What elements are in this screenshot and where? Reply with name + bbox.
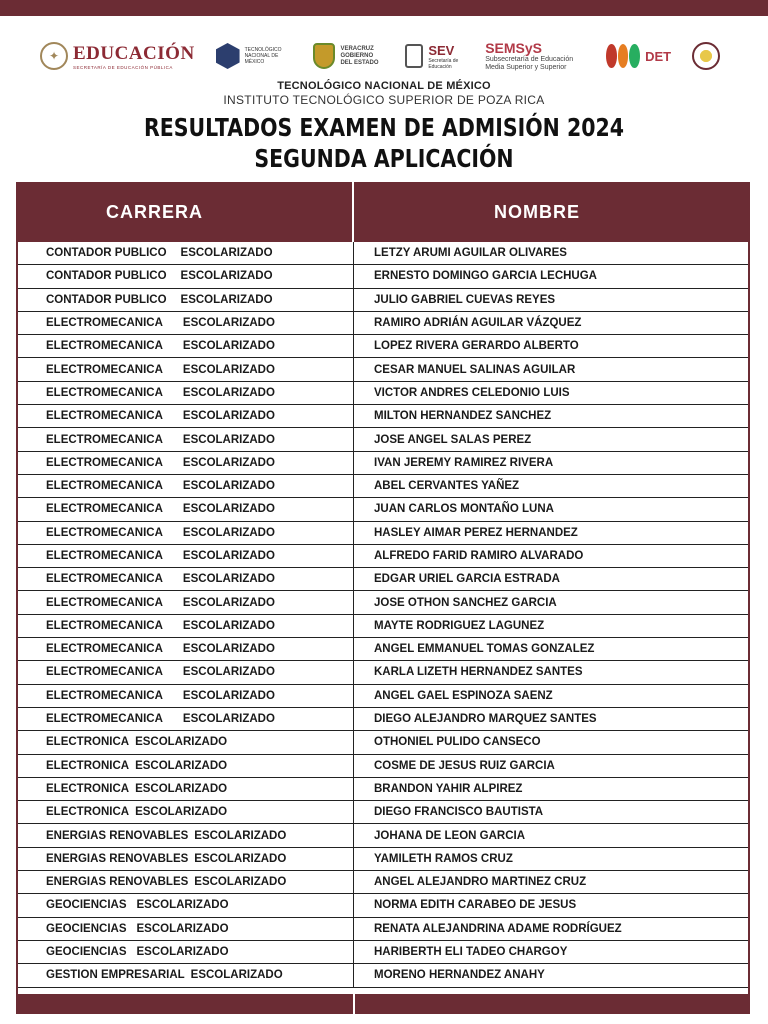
nombre-cell: HASLEY AIMAR PEREZ HERNANDEZ — [374, 526, 578, 539]
career-name: ELECTROMECANICA — [46, 596, 163, 609]
study-mode: ESCOLARIZADO — [135, 806, 228, 819]
table-row — [16, 941, 750, 964]
carrera-cell — [16, 289, 354, 311]
carrera-cell — [16, 591, 354, 613]
career-name: CONTADOR PUBLICO — [46, 270, 167, 283]
table-row — [16, 452, 750, 475]
nombre-cell: OTHONIEL PULIDO CANSECO — [374, 736, 541, 749]
nombre-cell: ABEL CERVANTES YAÑEZ — [374, 480, 520, 493]
nombre-cell: ANGEL ALEJANDRO MARTINEZ CRUZ — [374, 876, 587, 889]
study-mode: ESCOLARIZADO — [182, 526, 275, 539]
table-row — [16, 405, 750, 428]
career-name: ELECTROMECANICA — [46, 340, 163, 353]
tecnm-logo — [216, 43, 293, 69]
table-row — [16, 615, 750, 638]
career-name: ELECTROMECANICA — [46, 689, 163, 702]
table-row — [16, 358, 750, 381]
study-mode: ESCOLARIZADO — [182, 643, 275, 656]
table-row — [16, 335, 750, 358]
carrera-cell — [16, 871, 354, 893]
nombre-cell: VICTOR ANDRES CELEDONIO LUIS — [374, 386, 570, 399]
table-row — [16, 848, 750, 871]
carrera-cell — [16, 801, 354, 823]
carrera-cell — [16, 312, 354, 334]
study-mode: ESCOLARIZADO — [180, 293, 273, 306]
study-mode: ESCOLARIZADO — [135, 782, 228, 795]
det-logo-title: DET — [645, 48, 672, 64]
nombre-cell: YAMILETH RAMOS CRUZ — [374, 852, 513, 865]
institution-name: TECNOLÓGICO NACIONAL DE MÉXICO — [277, 80, 491, 92]
study-mode: ESCOLARIZADO — [182, 619, 275, 632]
carrera-cell — [16, 242, 354, 264]
career-name: ELECTROMECANICA — [46, 573, 163, 586]
study-mode: ESCOLARIZADO — [135, 736, 228, 749]
column-header-carrera: CARRERA — [16, 182, 354, 242]
table-row — [16, 265, 750, 288]
carrera-cell — [16, 498, 354, 520]
career-name: CONTADOR PUBLICO — [46, 293, 167, 306]
table-row — [16, 475, 750, 498]
career-name: ELECTROMECANICA — [46, 619, 163, 632]
carrera-cell — [16, 428, 354, 450]
career-name: ELECTROMECANICA — [46, 666, 163, 679]
career-name: ELECTROMECANICA — [46, 386, 163, 399]
study-mode: ESCOLARIZADO — [182, 689, 275, 702]
semsys-logo — [485, 40, 585, 72]
career-name: GESTION EMPRESARIAL — [46, 969, 185, 982]
carrera-cell — [16, 265, 354, 287]
table-row — [16, 242, 750, 265]
study-mode: ESCOLARIZADO — [182, 480, 275, 493]
carrera-cell — [16, 358, 354, 380]
study-mode: ESCOLARIZADO — [135, 759, 228, 772]
table-left-border — [16, 242, 18, 1012]
carrera-cell — [16, 615, 354, 637]
sev-logo-subtitle: Secretaría de Educación — [428, 57, 459, 70]
table-row — [16, 801, 750, 824]
career-name: CONTADOR PUBLICO — [46, 247, 167, 260]
study-mode: ESCOLARIZADO — [182, 410, 275, 423]
career-name: ELECTRONICA — [46, 782, 130, 795]
table-row — [16, 661, 750, 684]
career-name: ELECTROMECANICA — [46, 363, 163, 376]
study-mode: ESCOLARIZADO — [136, 899, 229, 912]
nombre-cell: MORENO HERNANDEZ ANAHY — [374, 969, 545, 982]
det-logo — [606, 44, 671, 68]
carrera-cell — [16, 475, 354, 497]
carrera-cell — [16, 778, 354, 800]
nombre-cell: KARLA LIZETH HERNANDEZ SANTES — [374, 666, 583, 679]
carrera-cell — [16, 335, 354, 357]
nombre-cell: ANGEL EMMANUEL TOMAS GONZALEZ — [374, 643, 595, 656]
nombre-cell: JOHANA DE LEON GARCIA — [374, 829, 525, 842]
table-row — [16, 312, 750, 335]
study-mode: ESCOLARIZADO — [182, 363, 275, 376]
table-row — [16, 964, 750, 987]
table-row — [16, 894, 750, 917]
nombre-cell: MILTON HERNANDEZ SANCHEZ — [374, 410, 552, 423]
table-footer-bar — [16, 994, 750, 1014]
study-mode: ESCOLARIZADO — [182, 550, 275, 562]
table-row — [16, 755, 750, 778]
carrera-cell — [16, 731, 354, 753]
sev-shield-icon — [405, 44, 423, 68]
nombre-cell: EDGAR URIEL GARCIA ESTRADA — [374, 573, 560, 586]
carrera-cell — [16, 405, 354, 427]
study-mode: ESCOLARIZADO — [194, 829, 287, 842]
nombre-cell: HARIBERTH ELI TADEO CHARGOY — [374, 946, 568, 959]
study-mode: ESCOLARIZADO — [182, 666, 275, 679]
campus-name: INSTITUTO TECNOLÓGICO SUPERIOR DE POZA RICA — [223, 93, 545, 107]
study-mode: ESCOLARIZADO — [190, 969, 283, 982]
career-name: ENERGIAS RENOVABLES — [46, 876, 189, 889]
nombre-cell: JUAN CARLOS MONTAÑO LUNA — [374, 503, 554, 516]
document-title: RESULTADOS EXAMEN DE ADMISIÓN 2024 — [143, 113, 625, 142]
study-mode: ESCOLARIZADO — [194, 852, 287, 865]
carrera-cell — [16, 824, 354, 846]
tecnm-emblem-icon — [216, 43, 240, 69]
nombre-cell: NORMA EDITH CARABEO DE JESUS — [374, 899, 577, 912]
table-row — [16, 428, 750, 451]
nombre-cell: ANGEL GAEL ESPINOZA SAENZ — [374, 689, 553, 702]
study-mode: ESCOLARIZADO — [182, 713, 275, 726]
nombre-cell: RENATA ALEJANDRINA ADAME RODRÍGUEZ — [374, 922, 622, 935]
nombre-cell: DIEGO ALEJANDRO MARQUEZ SANTES — [374, 713, 597, 726]
carrera-cell — [16, 568, 354, 590]
study-mode: ESCOLARIZADO — [194, 876, 287, 889]
career-name: ELECTROMECANICA — [46, 550, 163, 562]
carrera-cell — [16, 638, 354, 660]
table-row — [16, 498, 750, 521]
table-row — [16, 568, 750, 591]
table-body — [16, 242, 750, 988]
nombre-cell: BRANDON YAHIR ALPIREZ — [374, 782, 523, 795]
career-name: ENERGIAS RENOVABLES — [46, 852, 189, 865]
nombre-cell: LETZY ARUMI AGUILAR OLIVARES — [374, 247, 567, 260]
career-name: ELECTROMECANICA — [46, 433, 163, 446]
study-mode: ESCOLARIZADO — [182, 456, 275, 469]
carrera-cell — [16, 964, 354, 986]
study-mode: ESCOLARIZADO — [182, 317, 275, 330]
tecnm-logo-text: TECNOLÓGICO NACIONAL DE MÉXICO — [244, 47, 282, 65]
table-row — [16, 289, 750, 312]
nombre-cell: RAMIRO ADRIÁN AGUILAR VÁZQUEZ — [374, 317, 582, 330]
educacion-logo-text: EDUCACIÓN — [73, 42, 195, 64]
veracruz-shield-icon — [313, 43, 335, 69]
career-name: ELECTROMECANICA — [46, 480, 163, 493]
study-mode: ESCOLARIZADO — [182, 573, 275, 586]
carrera-cell — [16, 382, 354, 404]
career-name: ELECTROMECANICA — [46, 713, 163, 726]
career-name: GEOCIENCIAS — [46, 946, 127, 959]
table-row — [16, 778, 750, 801]
carrera-cell — [16, 685, 354, 707]
table-row — [16, 522, 750, 545]
table-row — [16, 824, 750, 847]
sev-logo-title: SEV — [428, 42, 455, 58]
career-name: ELECTRONICA — [46, 736, 130, 749]
educacion-logo-subtitle: SECRETARÍA DE EDUCACIÓN PÚBLICA — [73, 64, 173, 70]
semsys-logo-subtitle: Subsecretaría de Educación Media Superior y Superior — [485, 56, 574, 71]
eagle-seal-icon: ✦ — [40, 42, 68, 70]
nombre-cell: MAYTE RODRIGUEZ LAGUNEZ — [374, 619, 545, 632]
veracruz-logo-text: VERACRUZ GOBIERNO DEL ESTADO — [340, 45, 379, 66]
nombre-cell: IVAN JEREMY RAMIREZ RIVERA — [374, 456, 554, 469]
carrera-cell — [16, 522, 354, 544]
nombre-cell: CESAR MANUEL SALINAS AGUILAR — [374, 363, 576, 376]
study-mode: ESCOLARIZADO — [182, 433, 275, 446]
career-name: ELECTRONICA — [46, 806, 130, 819]
carrera-cell — [16, 918, 354, 940]
table-row — [16, 382, 750, 405]
career-name: ELECTROMECANICA — [46, 643, 163, 656]
career-name: ELECTROMECANICA — [46, 526, 163, 539]
nombre-cell: JOSE ANGEL SALAS PEREZ — [374, 433, 532, 446]
carrera-cell — [16, 545, 354, 567]
veracruz-logo — [313, 43, 384, 69]
study-mode: ESCOLARIZADO — [182, 386, 275, 399]
career-name: ELECTROMECANICA — [46, 317, 163, 330]
career-name: ELECTROMECANICA — [46, 456, 163, 469]
carrera-cell — [16, 941, 354, 963]
carrera-cell — [16, 661, 354, 683]
table-row — [16, 731, 750, 754]
career-name: GEOCIENCIAS — [46, 899, 127, 912]
study-mode: ESCOLARIZADO — [182, 596, 275, 609]
nombre-cell: ALFREDO FARID RAMIRO ALVARADO — [374, 550, 584, 562]
study-mode: ESCOLARIZADO — [182, 340, 275, 353]
study-mode: ESCOLARIZADO — [136, 922, 229, 935]
table-row — [16, 871, 750, 894]
nombre-cell: DIEGO FRANCISCO BAUTISTA — [374, 806, 544, 819]
study-mode: ESCOLARIZADO — [180, 270, 273, 283]
study-mode: ESCOLARIZADO — [180, 247, 273, 260]
carrera-cell — [16, 894, 354, 916]
itspr-seal-icon — [692, 42, 720, 70]
nombre-cell: JULIO GABRIEL CUEVAS REYES — [374, 293, 556, 306]
column-header-nombre: NOMBRE — [494, 201, 580, 222]
table-row — [16, 918, 750, 941]
results-table — [16, 182, 750, 1014]
table-row — [16, 708, 750, 731]
career-name: ELECTRONICA — [46, 759, 130, 772]
sep-logo — [40, 42, 195, 70]
career-name: ENERGIAS RENOVABLES — [46, 829, 189, 842]
sev-logo — [405, 43, 464, 70]
nombre-cell: ERNESTO DOMINGO GARCIA LECHUGA — [374, 270, 597, 283]
carrera-cell — [16, 755, 354, 777]
carrera-cell — [16, 708, 354, 730]
det-emblem-icon — [606, 44, 640, 68]
nombre-cell: LOPEZ RIVERA GERARDO ALBERTO — [374, 340, 579, 353]
nombre-cell: COSME DE JESUS RUIZ GARCIA — [374, 759, 555, 772]
career-name: ELECTROMECANICA — [46, 410, 163, 423]
logo-strip — [40, 34, 720, 78]
table-row — [16, 685, 750, 708]
table-right-border — [748, 242, 750, 1012]
table-header — [16, 182, 750, 242]
table-row — [16, 545, 750, 568]
document-subtitle: SEGUNDA APLICACIÓN — [254, 144, 514, 173]
document-header — [0, 80, 768, 174]
semsys-logo-title: SEMSyS — [485, 40, 542, 56]
study-mode: ESCOLARIZADO — [182, 503, 275, 516]
table-row — [16, 591, 750, 614]
carrera-cell — [16, 452, 354, 474]
table-row — [16, 638, 750, 661]
carrera-cell — [16, 848, 354, 870]
nombre-cell: JOSE OTHON SANCHEZ GARCIA — [374, 596, 557, 609]
top-accent-bar — [0, 0, 768, 16]
career-name: GEOCIENCIAS — [46, 922, 127, 935]
career-name: ELECTROMECANICA — [46, 503, 163, 516]
study-mode: ESCOLARIZADO — [136, 946, 229, 959]
